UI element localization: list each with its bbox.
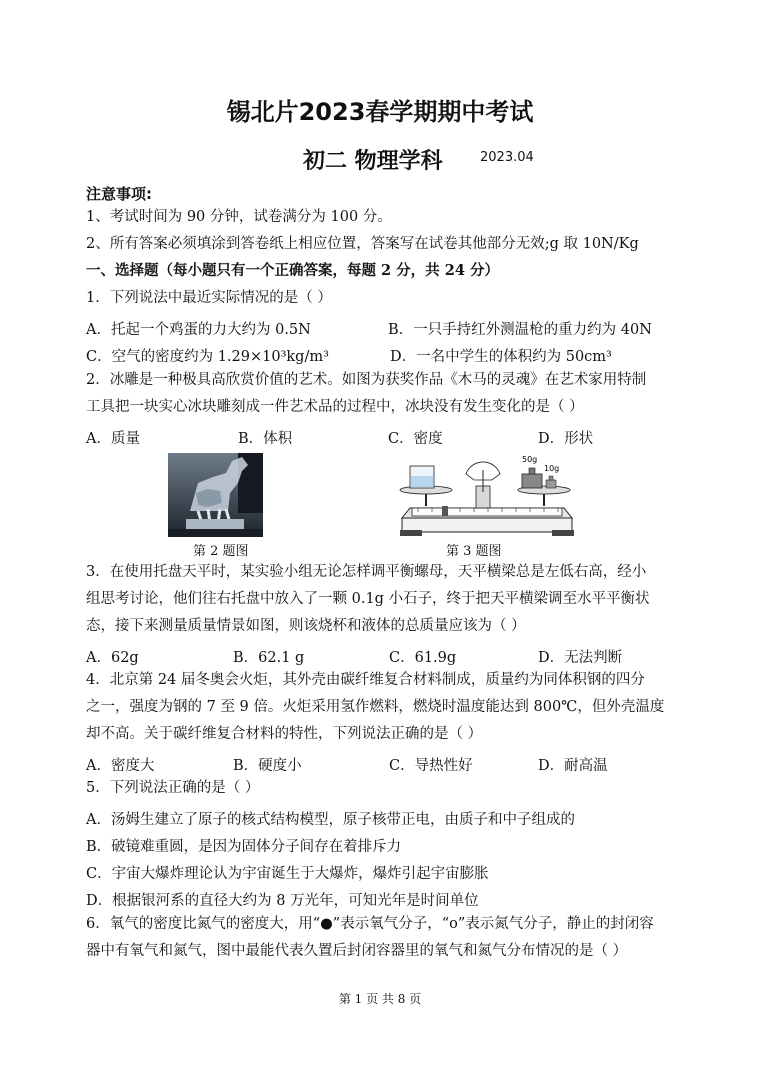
question-2-line1: 2．冰雕是一种极具高欣赏价值的艺术。如图为获奖作品《木马的灵魂》在艺术家用特制: [86, 372, 647, 388]
q4-option-b: B．硬度小: [233, 758, 302, 774]
q5-option-a: A．汤姆生建立了原子的核式结构模型，原子核带正电，由质子和中子组成的: [86, 812, 575, 828]
exam-title: 锡北片2023春学期期中考试: [226, 98, 534, 126]
question-3-line3: 态，接下来测量质量情景如图，则该烧杯和液体的总质量应该为（ ）: [86, 618, 526, 634]
q5-option-c: C．宇宙大爆炸理论认为宇宙诞生于大爆炸，爆炸引起宇宙膨胀: [86, 866, 489, 882]
question-6-line1: 6．氧气的密度比氮气的密度大，用“●”表示氧气分子，“o”表示氮气分子，静止的封闭容: [86, 916, 654, 932]
q2-option-b: B．体积: [238, 431, 293, 447]
question-1-stem: 1．下列说法中最近实际情况的是（ ）: [86, 290, 332, 306]
question-5-stem: 5．下列说法正确的是（ ）: [86, 780, 260, 796]
question-6-line2: 器中有氧气和氮气，图中最能代表久置后封闭容器里的氧气和氮气分布情况的是（ ）: [86, 943, 628, 959]
q3-option-c: C．61.9g: [389, 650, 457, 666]
figure-3-caption: 第 3 题图: [446, 544, 502, 559]
q4-option-d: D．耐高温: [538, 758, 608, 774]
q4-option-a: A．密度大: [86, 758, 155, 774]
figure-2-ice-sculpture: [168, 453, 263, 537]
q2-option-d: D．形状: [538, 431, 594, 447]
question-4-line2: 之一，强度为钢的 7 至 9 倍。火炬采用氢作燃料，燃烧时温度能达到 800℃，但外壳温度: [86, 699, 665, 715]
exam-subtitle: 初二 物理学科: [303, 149, 443, 174]
q2-option-c: C．密度: [388, 431, 443, 447]
ice-horse-image: [168, 453, 263, 537]
q2-option-a: A．质量: [86, 431, 140, 447]
section-heading: 一、选择题（每小题只有一个正确答案，每题 2 分，共 24 分）: [86, 262, 499, 279]
question-3-line1: 3．在使用托盘天平时，某实验小组无论怎样调平衡螺母，天平横梁总是左低右高，经小: [86, 564, 647, 580]
question-2-line2: 工具把一块实心冰块雕刻成一件艺术品的过程中，冰块没有发生变化的是（ ）: [86, 399, 584, 415]
q1-option-c: C．空气的密度约为 1.29×10³kg/m³: [86, 349, 329, 365]
note-item: 2、所有答案必须填涂到答卷纸上相应位置，答案写在试卷其他部分无效;g 取 10N/Kg: [86, 236, 639, 252]
q3-option-a: A．62g: [86, 650, 139, 666]
q1-option-d: D．一名中学生的体积约为 50cm³: [390, 349, 612, 365]
figure-3-balance: [396, 452, 576, 538]
q3-option-b: B．62.1 g: [233, 650, 305, 666]
question-4-line1: 4．北京第 24 届冬奥会火炬，其外壳由碳纤维复合材料制成，质量约为同体积钢的四分: [86, 672, 645, 688]
page-footer: 第 1 页 共 8 页: [338, 992, 422, 1006]
q1-option-b: B．一只手持红外测温枪的重力约为 40N: [388, 322, 652, 338]
question-4-line3: 却不高。关于碳纤维复合材料的特性，下列说法正确的是（ ）: [86, 726, 483, 742]
note-item: 1、考试时间为 90 分钟，试卷满分为 100 分。: [86, 209, 392, 225]
q3-option-d: D．无法判断: [538, 650, 623, 666]
weight-50g-label: 50g: [522, 455, 538, 464]
q5-option-d: D．根据银河系的直径大约为 8 万光年，可知光年是时间单位: [86, 893, 479, 909]
q4-option-c: C．导热性好: [389, 758, 473, 774]
question-3-line2: 组思考讨论，他们往右托盘中放入了一颗 0.1g 小石子，终于把天平横梁调至水平平衡状: [86, 591, 650, 607]
figure-2-caption: 第 2 题图: [193, 544, 249, 559]
exam-date: 2023.04: [480, 150, 534, 165]
weight-10g-label: 10g: [544, 464, 560, 473]
q5-option-b: B．破镜难重圆，是因为固体分子间存在着排斥力: [86, 839, 402, 855]
q1-option-a: A．托起一个鸡蛋的力大约为 0.5N: [86, 322, 311, 338]
notes-heading: 注意事项:: [86, 185, 152, 203]
